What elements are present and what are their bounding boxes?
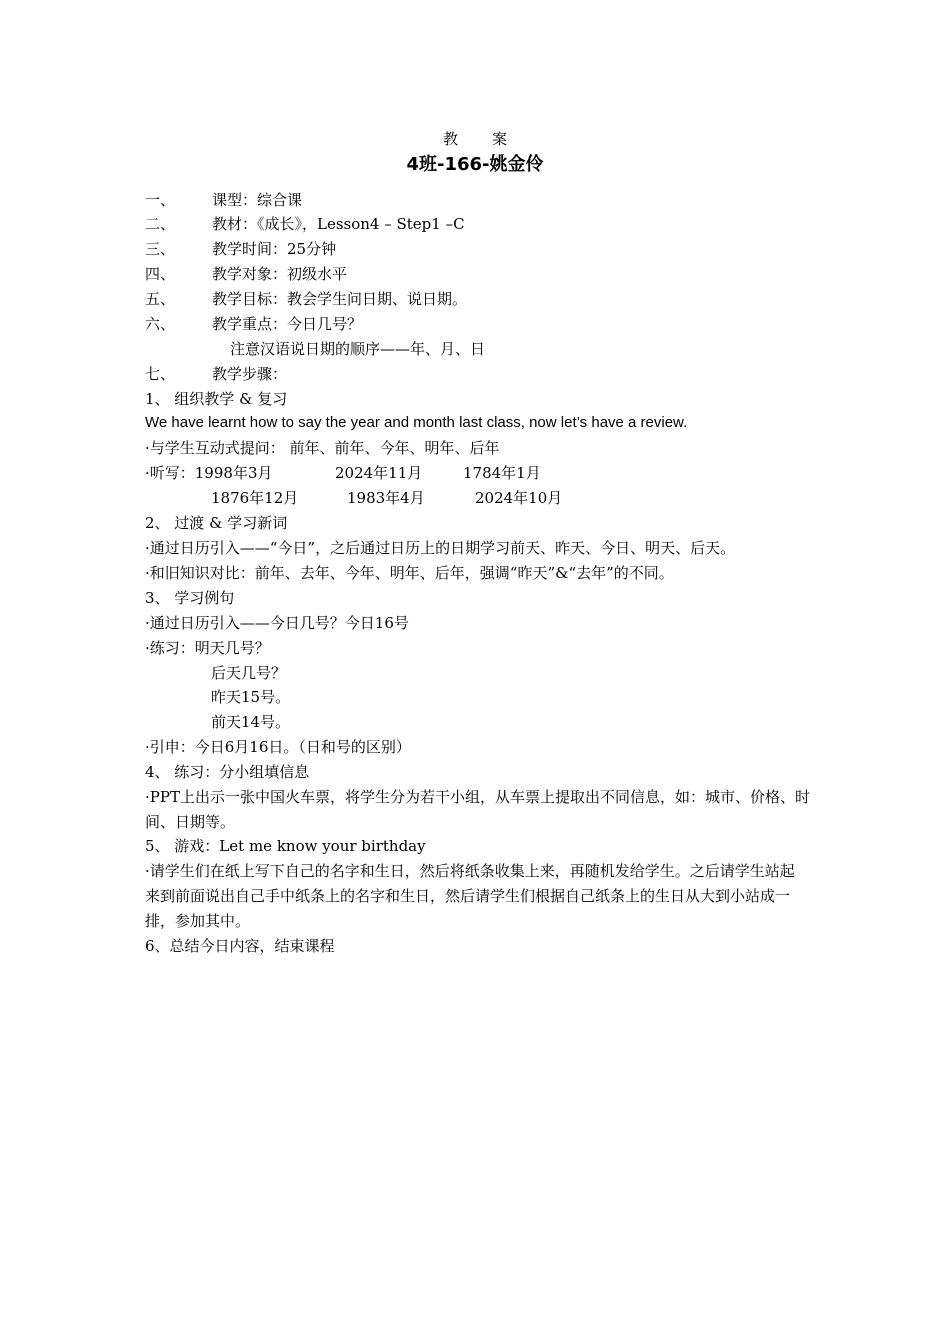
dictation-date: 1876年12月	[211, 489, 299, 507]
document-title	[0, 128, 950, 149]
step-4-bullet-1: ·PPT上出示一张中国火车票，将学生分为若干小组，从车票上提取出不同信息，如：城市、价格、时间、日期等。	[145, 788, 810, 831]
document-subtitle: 4班-166-姚金伶	[406, 154, 544, 175]
outline-item: 六、 教学重点：今日几号？	[145, 315, 363, 333]
step-1-english: We have learnt how to say the year and month last class, now let’s have a review.	[145, 414, 688, 431]
dictation-date: 1983年4月	[347, 489, 425, 507]
step-1-dictation-label: ·听写：1998年3月	[145, 464, 273, 482]
title-char-2: 案	[492, 130, 508, 148]
step-3-practice: ·练习：明天几号？	[145, 639, 270, 657]
step-1-bullet-1: ·与学生互动式提问： 前年、前年、今年、明年、后年	[145, 439, 500, 457]
step-3-practice-item: 前天14号。	[211, 713, 291, 731]
step-5-title: 5、 游戏：Let me know your birthday	[145, 837, 426, 855]
dictation-date: 2024年10月	[475, 489, 563, 507]
outline-item: 二、 教材：《成长》，Lesson4 – Step1 –C	[145, 215, 465, 233]
dictation-date: 2024年11月	[335, 464, 423, 482]
step-1-title: 1、 组织教学 & 复习	[145, 390, 288, 408]
step-3-practice-item: 昨天15号。	[211, 688, 291, 706]
step-2-bullet-2: ·和旧知识对比：前年、去年、今年、明年、后年，强调“昨天”&“去年”的不同。	[145, 564, 674, 582]
step-3-practice-item: 后天几号？	[211, 664, 287, 682]
title-char-1: 教	[442, 130, 458, 148]
outline-note: 注意汉语说日期的顺序——年、月、日	[230, 340, 486, 358]
outline-item: 七、 教学步骤：	[145, 365, 288, 383]
step-4-title: 4、 练习：分小组填信息	[145, 763, 310, 781]
step-3-extension: ·引申：今日6月16日。（日和号的区别）	[145, 738, 411, 756]
step-6-title: 6、总结今日内容，结束课程	[145, 937, 335, 955]
outline-item: 三、 教学时间：25分钟	[145, 240, 337, 258]
step-5-bullet-1: ·请学生们在纸上写下自己的名字和生日，然后将纸条收集上来，再随机发给学生。之后请学生站起来到前面说出自己手中纸条上的名字和生日，然后请学生们根据自己纸条上的生日从大到小站成一排，参加其中。	[145, 862, 795, 930]
dictation-date: 1784年1月	[463, 464, 541, 482]
outline-item: 四、 教学对象：初级水平	[145, 265, 348, 283]
step-2-title: 2、 过渡 & 学习新词	[145, 514, 288, 532]
step-3-title: 3、 学习例句	[145, 589, 235, 607]
step-3-bullet-1: ·通过日历引入——今日几号？今日16号	[145, 614, 409, 632]
step-2-bullet-1: ·通过日历引入——“今日”，之后通过日历上的日期学习前天、昨天、今日、明天、后天。	[145, 539, 736, 557]
outline-item: 五、 教学目标：教会学生问日期、说日期。	[145, 290, 468, 308]
outline-item: 一、 课型：综合课	[145, 191, 303, 209]
